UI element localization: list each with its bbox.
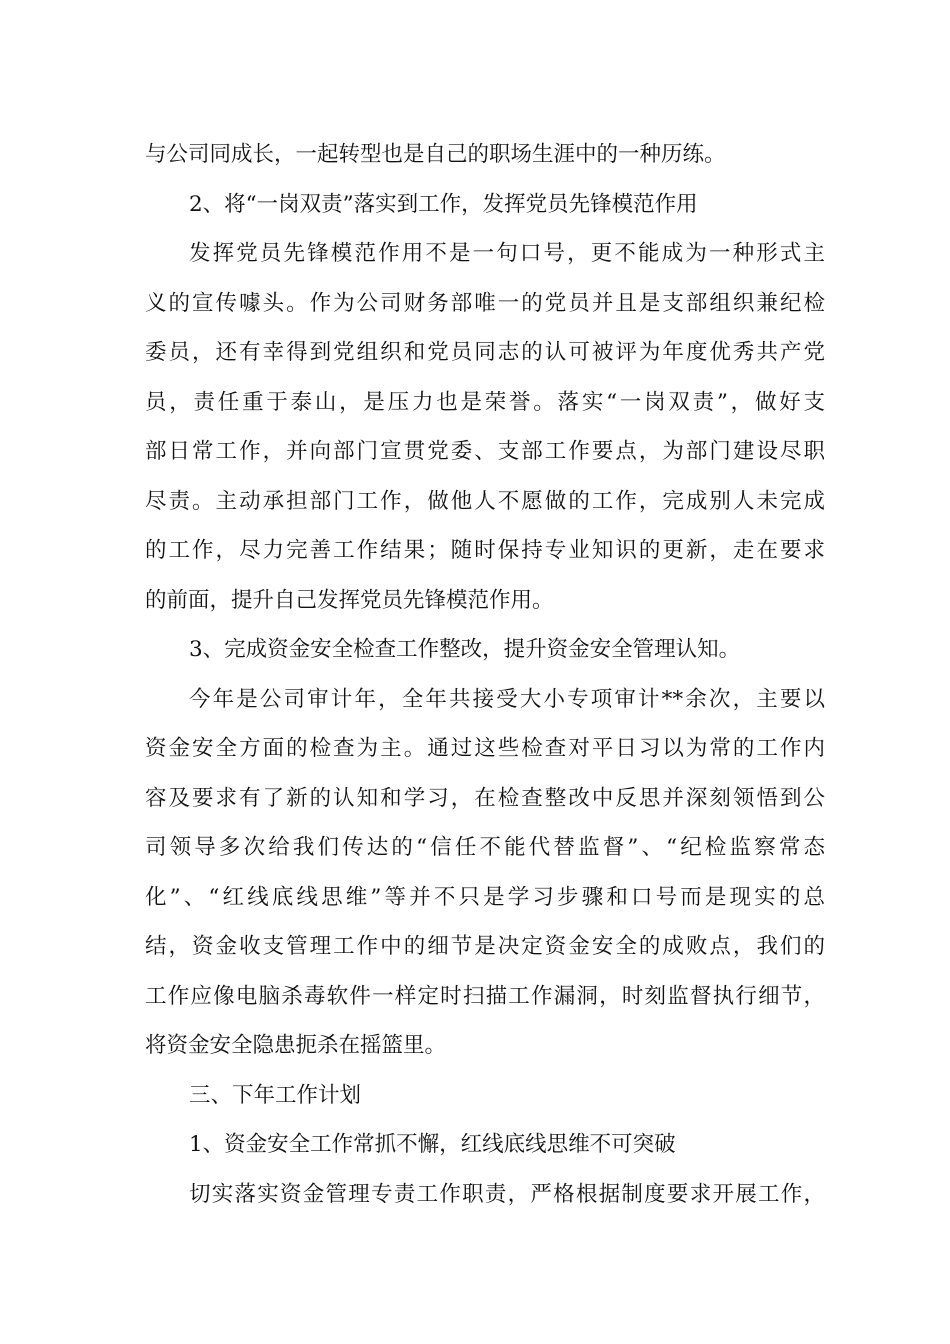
text-line: 的工作，尽力完善工作结果；随时保持专业知识的更新，走在要求 — [145, 538, 825, 563]
text-line: 容及要求有了新的认知和学习，在检查整改中反思并深刻领悟到公 — [145, 785, 825, 811]
text-line: 部日常工作，并向部门宣贯党委、支部工作要点，为部门建设尽职 — [145, 439, 825, 464]
text-line: 工作应像电脑杀毒软件一样定时扫描工作漏洞，时刻监督执行细节， — [145, 983, 825, 1009]
text-line: 尽责。主动承担部门工作，做他人不愿做的工作，完成别人未完成 — [145, 488, 825, 514]
text-line: 与公司同成长，一起转型也是自己的职场生涯中的一种历练。 — [145, 142, 726, 167]
text-line: 资金安全方面的检查为主。通过这些检查对平日习以为常的工作内 — [145, 736, 825, 761]
section-heading: 1、资金安全工作常抓不懈，红线底线思维不可突破 — [189, 1132, 676, 1157]
text-line: 今年是公司审计年，全年共接受大小专项审计**余次，主要以 — [189, 686, 825, 712]
text-line: 委员，还有幸得到党组织和党员同志的认可被评为年度优秀共产党 — [145, 340, 825, 365]
section-heading: 3、完成资金安全检查工作整改，提升资金安全管理认知。 — [189, 637, 741, 662]
section-heading: 2、将“一岗双责”落实到工作，发挥党员先锋模范作用 — [189, 191, 698, 217]
text-line: 司领导多次给我们传达的“信任不能代替监督”、“纪检监察常态 — [145, 835, 825, 860]
text-line: 义的宣传噱头。作为公司财务部唯一的党员并且是支部组织兼纪检 — [145, 290, 825, 316]
section-heading: 三、下年工作计划 — [189, 1082, 362, 1108]
text-line: 的前面，提升自己发挥党员先锋模范作用。 — [145, 587, 554, 613]
text-line: 切实落实资金管理专责工作职责，严格根据制度要求开展工作， — [189, 1181, 825, 1207]
text-line: 化”、“红线底线思维”等并不只是学习步骤和口号而是现实的总 — [145, 884, 825, 910]
text-line: 员，责任重于泰山，是压力也是荣誉。落实“一岗双责”，做好支 — [145, 389, 825, 415]
text-line: 结，资金收支管理工作中的细节是决定资金安全的成败点，我们的 — [145, 934, 825, 959]
text-line: 将资金安全隐患扼杀在摇篮里。 — [145, 1033, 447, 1058]
text-line: 发挥党员先锋模范作用不是一句口号，更不能成为一种形式主 — [189, 241, 825, 266]
document-body — [145, 130, 825, 1219]
